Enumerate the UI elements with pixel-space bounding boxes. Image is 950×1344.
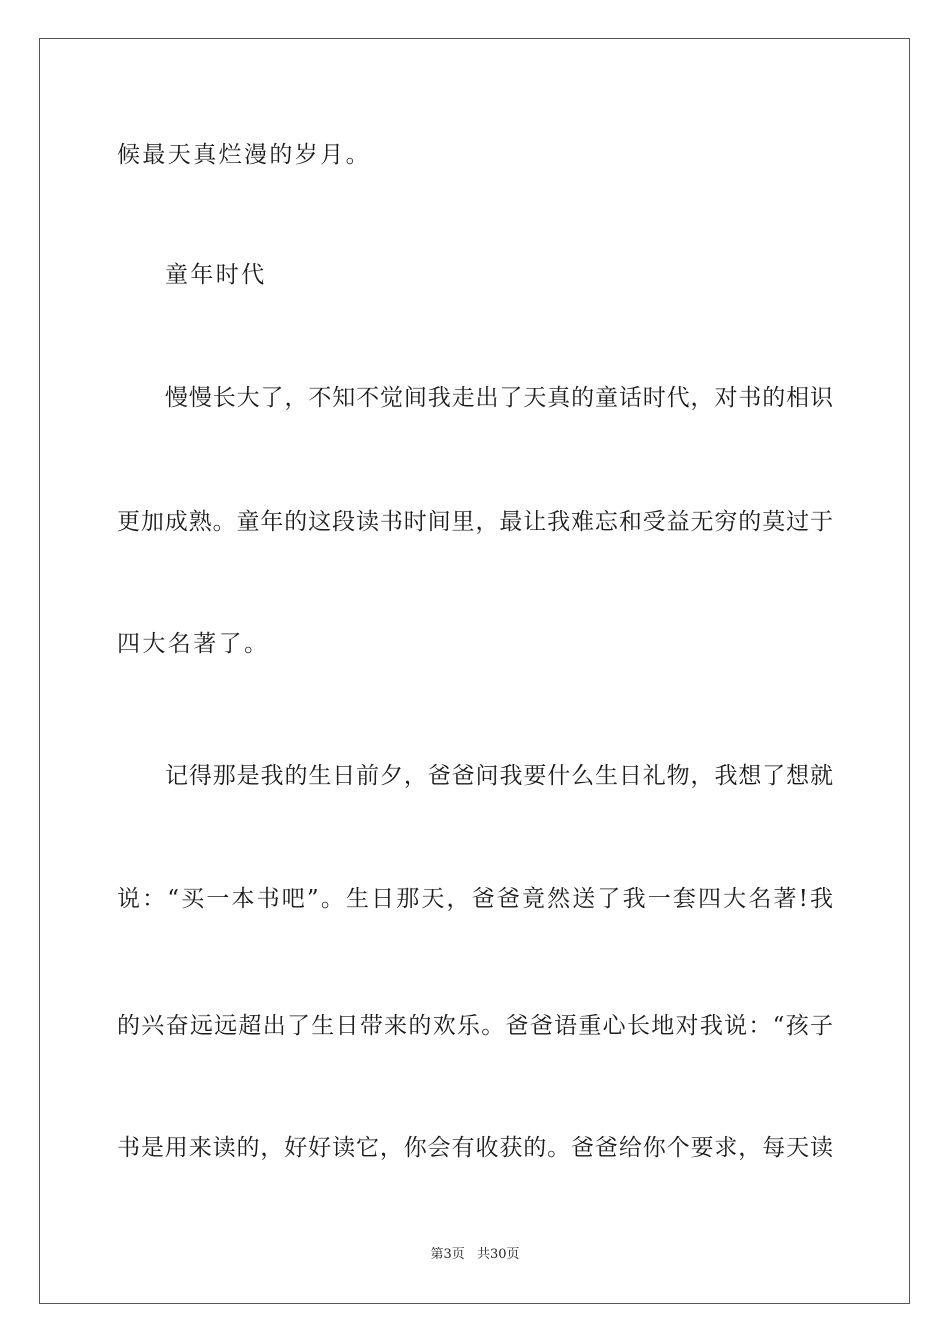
text-line-7: 说：“买一本书吧”。生日那天，爸爸竟然送了我一套四大名著!我 xyxy=(117,886,833,912)
text-line-3: 慢慢长大了，不知不觉间我走出了天真的童话时代，对书的相识 xyxy=(165,385,833,411)
section-heading: 童年时代 xyxy=(165,262,267,288)
page-border xyxy=(39,38,910,1304)
text-line-8: 的兴奋远远超出了生日带来的欢乐。爸爸语重心长地对我说：“孩子 xyxy=(117,1013,833,1039)
text-line-9: 书是用来读的，好好读它，你会有收获的。爸爸给你个要求，每天读 xyxy=(117,1135,833,1161)
text-line-4: 更加成熟。童年的这段读书时间里，最让我难忘和受益无穷的莫过于 xyxy=(117,509,833,535)
text-line-5: 四大名著了。 xyxy=(117,631,270,657)
page-number: 第3页 xyxy=(430,1247,465,1262)
text-line-1: 候最天真烂漫的岁月。 xyxy=(117,142,371,168)
page-footer xyxy=(0,1247,950,1263)
page-total: 共30页 xyxy=(476,1247,520,1262)
text-line-6: 记得那是我的生日前夕，爸爸问我要什么生日礼物，我想了想就 xyxy=(165,763,833,789)
